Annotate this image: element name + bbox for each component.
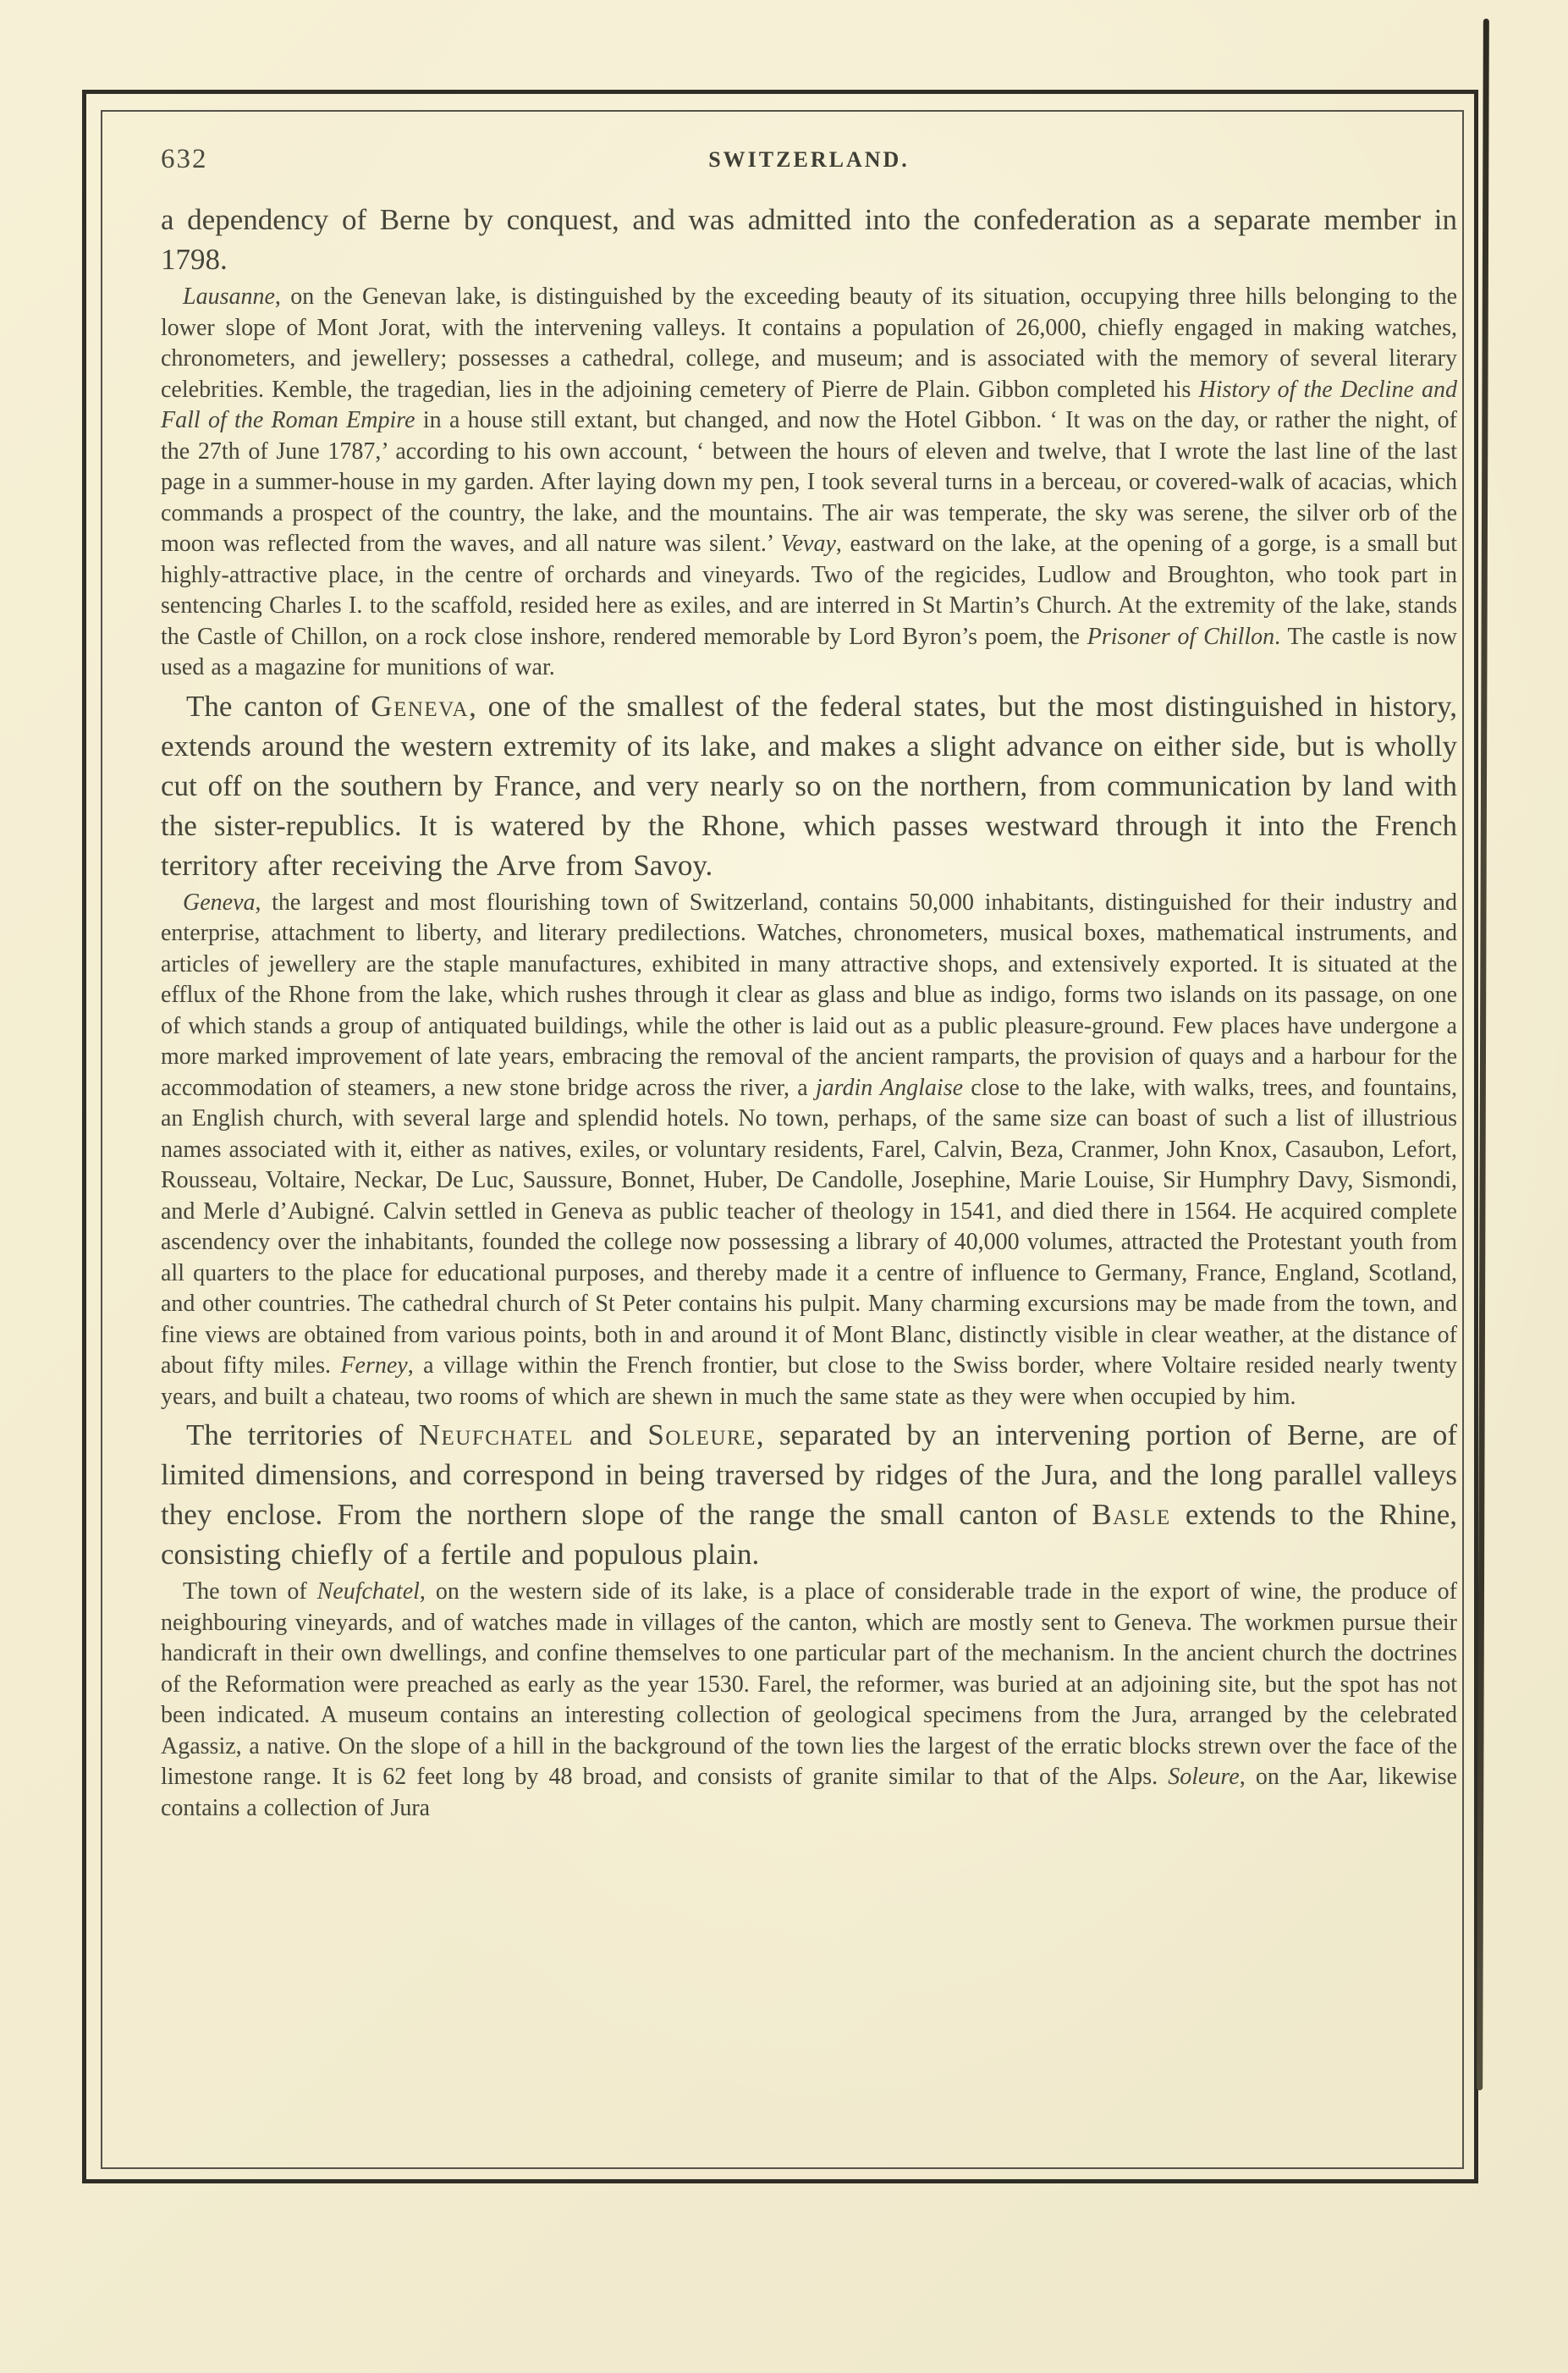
text-segment: close to the lake, with walks, trees, and fountains, an English church, with several large and splendid hotels. No town, perhaps, of the same size can boast of such a list of illustrious names associated with it, either as natives, exiles, or voluntary residents, Farel, Calvin, Beza, Cranmer, John Knox, Casaubon, Lefort, Rousseau, Voltaire, Neckar, De Luc, Saussure, Bonnet, Huber, De Candolle, Josephine, Marie Louise, Sir Humphry Davy, Sismondi, and Merle d’Aubigné. Calvin settled in Geneva as public teacher of theology in 1541, and died there in 1564. He acquired complete ascendency over the inhabitants, founded the college now possessing a library of 40,000 volumes, attracted the Protestant youth from all quarters to the place for educational purposes, and thereby made it a centre of influence to Germany, France, England, Scotland, and other countries. The cathedral church of St Peter contains his pulpit. Many charming excursions may be made from the town, and fine views are obtained from various points, both in and around it of Mont Blanc, distinctly visible in clear weather, at the distance of about fifty miles. [161, 1074, 1457, 1379]
running-title: SWITZERLAND. [708, 147, 910, 172]
paragraph-lausanne [161, 282, 1457, 684]
text-segment: The town of [183, 1578, 317, 1605]
paragraph-geneva-town [161, 888, 1457, 1413]
text-segment: a dependency of Berne by conquest, and was admitted into the confederation as a separate member in 1798. [161, 203, 1457, 276]
text-segment: Soleure [1168, 1764, 1240, 1790]
text-segment: , a village within the French frontier, but close to the Swiss border, where Voltaire resided nearly twenty years, and built a chateau, two rooms of which are shewn in much the same state as they were when occupied by him. [161, 1352, 1458, 1410]
text-segment: , on the western side of its lake, is a place of considerable trade in the export of wine, the produce of neighbouring vineyards, and of watches made in villages of the canton, which are mostly sent to Geneva. The workmen pursue their handicraft in their own dwellings, and confine themselves to one particular part of the mechanism. In the ancient church the doctrines of the Reformation were preached as early as the year 1530. Farel, the reformer, was buried at an adjoining site, but the spot has not been indicated. A museum contains an interesting collection of geological specimens from the Jura, arranged by the celebrated Agassiz, a native. On the slope of a hill in the background of the town lies the largest of the erratic blocks strewn over the face of the limestone range. It is 62 feet long by 48 broad, and consists of granite similar to that of the Alps. [161, 1578, 1457, 1790]
page-edge-shadow [1477, 19, 1489, 2090]
text-segment: Geneva [183, 889, 256, 916]
body-paragraphs [161, 200, 1457, 1824]
text-segment: The territories of [186, 1418, 419, 1451]
text-segment: Neufchatel [418, 1418, 575, 1451]
text-segment: jardin Anglaise [815, 1074, 964, 1101]
page-text-block [161, 142, 1457, 1824]
text-segment: Lausanne [183, 284, 275, 310]
text-segment: , on the Aar, likewise contains a collection of Jura [161, 1764, 1457, 1821]
text-segment: , the largest and most flourishing town of Switzerland, contains 50,000 inhabitants, distinguished for their industry and enterprise, attachment to liberty, and literary predilections. Watches, chronometers, musical boxes, mathematical instruments, and articles of jewellery are the staple manufactures, exhibited in many attractive shops, and extensively exported. It is situated at the efflux of the Rhone from the lake, which rushes through it clear as glass and blue as indigo, forms two islands on its passage, on one of which stands a group of antiquated buildings, while the other is laid out as a public pleasure-ground. Few places have undergone a more marked improvement of late years, embracing the removal of the ancient ramparts, the provision of quays and a harbour for the accommodation of steamers, a new stone bridge across the river, a [161, 889, 1457, 1101]
text-segment: Basle [1092, 1498, 1171, 1531]
text-segment: Prisoner of Chillon [1087, 623, 1275, 650]
page-header [161, 142, 1457, 178]
text-segment: . The castle is now used as a magazine for munitions of war. [161, 623, 1457, 680]
text-segment: Neufchatel [316, 1578, 420, 1605]
text-segment: , one of the smallest of the federal states, but the most distinguished in history, extends around the western extremity of its lake, and makes a slight advance on either side, but is wholly cut off on the southern by France, and very nearly so on the northern, from communication by land with the sister-republics. It is watered by the Rhone, which passes westward through it into the French territory after receiving the Arve from Savoy. [161, 689, 1457, 882]
page-number: 632 [161, 144, 208, 174]
text-segment: , eastward on the lake, at the opening of a gorge, is a small but highly-attractive place, in the centre of orchards and vineyards. Two of the regicides, Ludlow and Broughton, who took part in sentencing Charles I. to the scaffold, resided here as exiles, and are interred in St Martin’s Church. At the extremity of the lake, stands the Castle of Chillon, on a rock close inshore, rendered memorable by Lord Byron’s poem, the [161, 531, 1457, 650]
text-segment: , on the Genevan lake, is distinguished by the exceeding beauty of its situation, occupying three hills belonging to the lower slope of Mont Jorat, with the intervening valleys. It contains a population of 26,000, chiefly engaged in making watches, chronometers, and jewellery; possesses a cathedral, college, and museum; and is associated with the memory of several literary celebrities. Kemble, the tragedian, lies in the adjoining cemetery of Pierre de Plain. Gibbon completed his [161, 284, 1457, 403]
paragraph-intro-continuation [161, 200, 1457, 279]
text-segment: Ferney [340, 1352, 408, 1379]
text-segment: The canton of [186, 689, 371, 723]
text-segment: and [574, 1418, 648, 1451]
text-segment: Soleure [647, 1418, 756, 1451]
text-segment: , separated by an intervening portion of Berne, are of limited dimensions, and correspond in being traversed by ridges of the Jura, and the long parallel valleys they enclose. From the northern slope of the range the small canton of [161, 1418, 1458, 1531]
text-segment: History of the Decline and Fall of the Roman Empire [161, 376, 1457, 433]
paragraph-neufchatel-soleure-basle [161, 1415, 1457, 1574]
text-segment: extends to the Rhine, consisting chiefly of a fertile and populous plain. [161, 1498, 1457, 1571]
text-segment: Geneva [371, 689, 470, 723]
paragraph-neufchatel-town [161, 1577, 1457, 1824]
paragraph-geneva-canton [161, 686, 1457, 885]
text-segment: Vevay [780, 531, 836, 557]
text-segment: in a house still extant, but changed, and now the Hotel Gibbon. ‘ It was on the day, or rather the night, of the 27th of June 1787,’ according to his own account, ‘ between the hours of eleven and twelve, that I wrote the last line of the last page in a summer-house in my garden. After laying down my pen, I took several turns in a berceau, or covered-walk of acacias, which commands a prospect of the country, the lake, and the mountains. The air was temperate, the sky was serene, the silver orb of the moon was reflected from the waves, and all nature was silent.’ [161, 407, 1457, 557]
